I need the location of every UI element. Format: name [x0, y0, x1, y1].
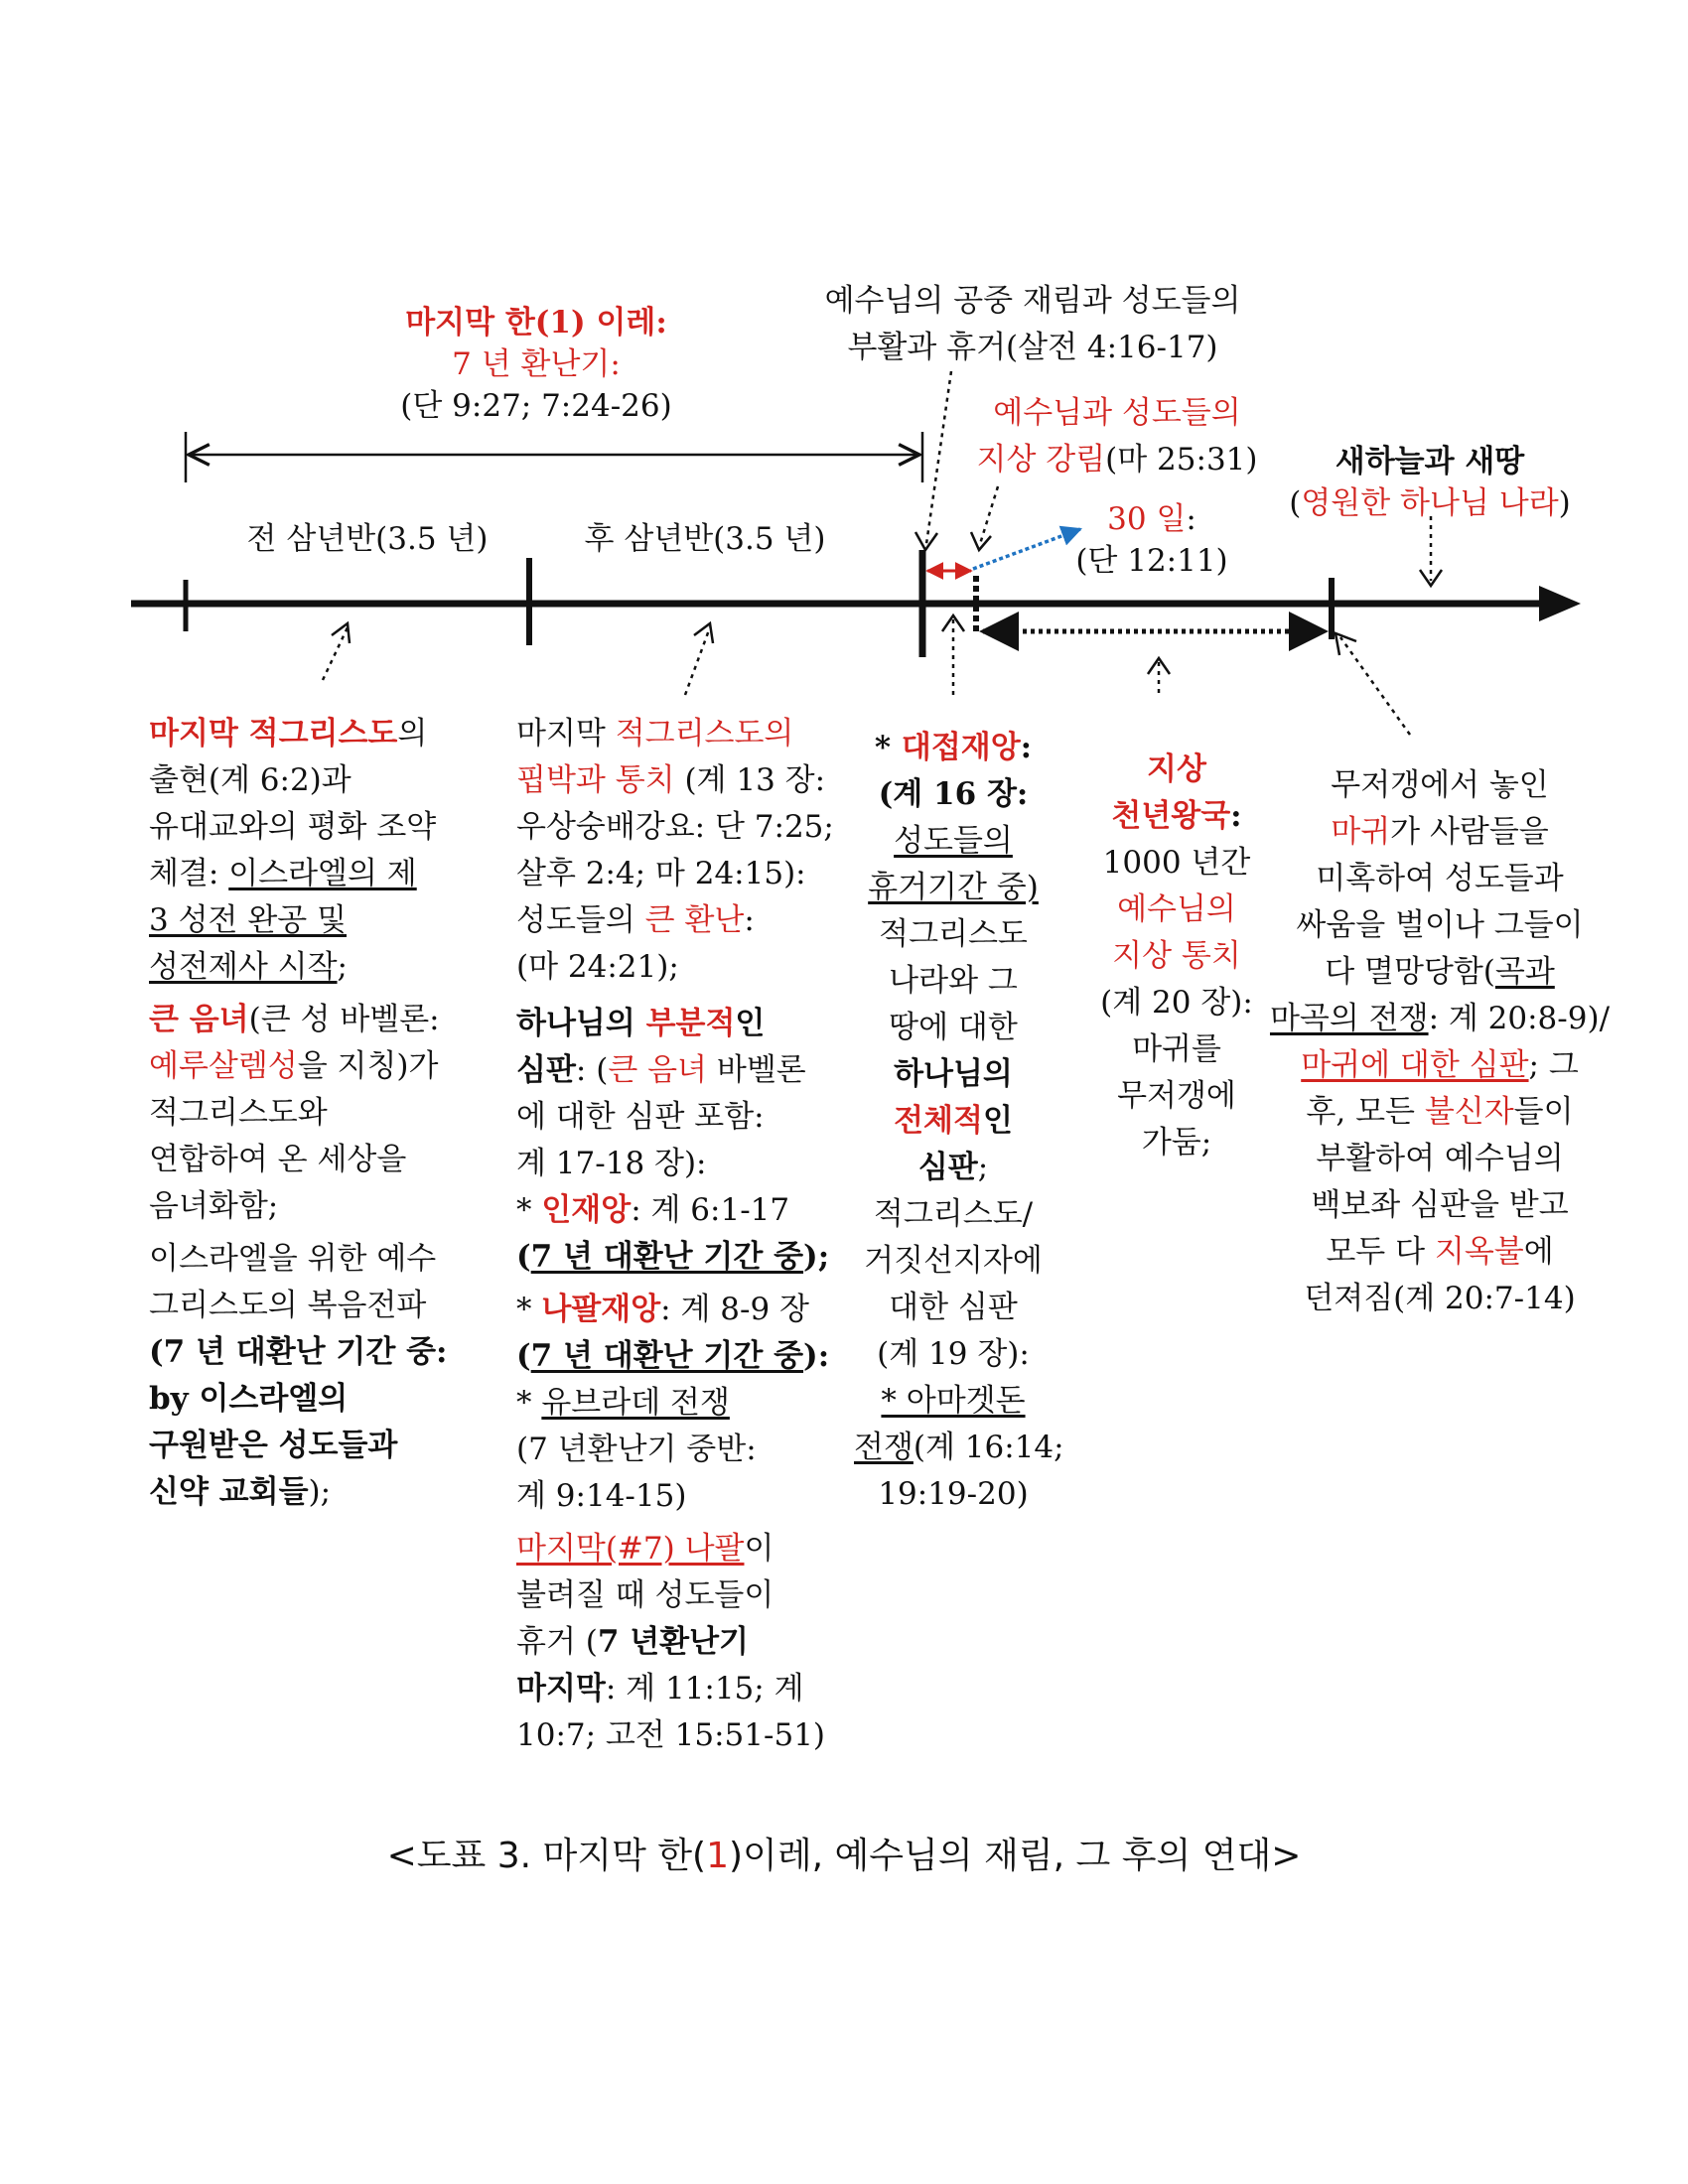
text-fragment: 전체적	[894, 1103, 983, 1139]
text-fragment: 휴거기간 중)	[868, 870, 1039, 905]
text-fragment: 미혹하여 성도들과	[1316, 861, 1564, 896]
text-fragment: 구원받은 성도들과	[149, 1428, 398, 1463]
text-fragment: 1000 년간	[1102, 845, 1251, 881]
text-fragment: 인재앙	[541, 1192, 632, 1228]
text-fragment: 19:19-20)	[878, 1476, 1029, 1512]
text-fragment: 대한 심판	[889, 1290, 1018, 1325]
text-fragment	[854, 1145, 1053, 1191]
text-fragment: 성도들의	[894, 823, 1013, 859]
text-fragment: : 계 11:15; 계	[605, 1671, 804, 1706]
text-fragment: (	[878, 776, 894, 812]
text-fragment	[516, 1187, 834, 1234]
text-fragment: (7 년 대환난 기간 중:	[149, 1334, 448, 1370]
tribulation-title: 7 년 환난기:	[452, 346, 621, 382]
text-fragment: (계 13 장:	[674, 762, 826, 798]
text-fragment: )이레, 예수님의 재림, 그 후의 연대>	[729, 1836, 1302, 1876]
text-fragment	[516, 1619, 834, 1666]
text-fragment	[149, 1043, 447, 1090]
text-fragment: ; 그	[1528, 1047, 1579, 1083]
text-fragment: 적그리스도	[879, 916, 1028, 952]
pointer-rapture	[926, 371, 951, 544]
text-fragment: 불려질 때 성도들이	[516, 1577, 774, 1613]
text-fragment: 인	[982, 1103, 1013, 1139]
text-fragment: (계 19 장):	[877, 1336, 1030, 1372]
figure-caption	[149, 1832, 1539, 1881]
text-fragment	[854, 1425, 1064, 1471]
text-fragment: 우상숭배강요: 단 7:25;	[516, 809, 834, 845]
text-fragment	[854, 1098, 1053, 1145]
text-fragment: 마귀에 대한 심판	[1301, 1047, 1529, 1083]
text-fragment: 마지막 적그리스도	[149, 716, 398, 751]
text-fragment: 1	[706, 1836, 730, 1876]
text-fragment: 나팔재앙	[541, 1292, 661, 1327]
text-fragment	[1251, 949, 1628, 996]
column-second-half	[516, 711, 834, 1759]
text-fragment: 유브라데 전쟁	[541, 1385, 730, 1421]
text-fragment: 땅에 대한	[889, 1010, 1018, 1045]
text-fragment: (큰 성 바벨론:	[248, 1002, 440, 1037]
column-first-half	[149, 711, 447, 1516]
arrowhead-second-half	[694, 623, 713, 643]
text-fragment	[516, 711, 834, 757]
text-fragment: 불신자	[1424, 1094, 1514, 1130]
text-fragment: 유대교와의 평화 조약	[149, 809, 437, 845]
text-fragment: 지옥불	[1434, 1234, 1524, 1270]
text-fragment: 에	[1523, 1234, 1554, 1270]
text-fragment: 7 년환난기	[597, 1624, 749, 1660]
text-fragment: 예루살렘성	[149, 1048, 298, 1084]
text-fragment: 마지막(#7) 나팔	[516, 1531, 745, 1567]
text-fragment	[516, 1333, 834, 1380]
text-fragment: );	[803, 1239, 830, 1275]
text-fragment: 연합하여 온 세상을	[149, 1142, 407, 1177]
text-fragment: 신약 교회들	[149, 1474, 309, 1510]
text-fragment: 7 년 대환난 기간 중	[530, 1338, 804, 1374]
text-fragment	[516, 1666, 834, 1712]
text-fragment: 들이	[1513, 1094, 1574, 1130]
text-fragment: 이스라엘을 위한 예수	[149, 1241, 437, 1277]
text-fragment: *	[516, 1192, 542, 1228]
thirty-days-ref: (단 12:11)	[1075, 543, 1228, 579]
text-fragment: 전쟁	[854, 1430, 914, 1465]
text-fragment: 3 성전 완공 및	[149, 902, 348, 938]
text-fragment: 적그리스도와	[149, 1095, 328, 1131]
pointer-gog-magog	[1340, 637, 1410, 735]
text-fragment: :	[744, 902, 755, 938]
text-fragment: 영원한 하나님 나라	[1301, 485, 1559, 521]
text-fragment: 무저갱에서 놓인	[1331, 767, 1549, 803]
text-fragment: 마곡의 전쟁	[1269, 1001, 1429, 1036]
text-fragment: 바벨론	[707, 1052, 806, 1088]
thirty-days-label: 30 일:	[1107, 501, 1196, 537]
text-fragment	[1251, 996, 1628, 1042]
text-fragment	[854, 771, 1053, 818]
text-fragment: 적그리스도/	[873, 1196, 1034, 1232]
text-fragment: 이	[744, 1531, 774, 1567]
text-fragment: 마지막	[516, 1671, 606, 1706]
text-fragment: 하나님의	[894, 1056, 1013, 1092]
pointer-first-half	[323, 627, 348, 680]
text-fragment: 가 사람들을	[1390, 814, 1549, 850]
text-fragment: 큰 음녀	[608, 1052, 708, 1088]
seventieth-week-title: 마지막 한(1) 이레:	[405, 305, 667, 341]
text-fragment: 10:7; 고전 15:51-51)	[516, 1717, 826, 1753]
text-fragment: : 계 20:8-9)/	[1428, 1001, 1611, 1036]
text-fragment	[516, 991, 834, 1001]
text-fragment: *	[516, 1385, 542, 1421]
text-fragment: (	[516, 1239, 531, 1275]
text-fragment	[149, 944, 447, 991]
tribulation-ref: (단 9:27; 7:24-26)	[400, 388, 672, 424]
text-fragment: 음녀화함;	[149, 1188, 279, 1224]
text-fragment: 휴거 (	[516, 1624, 598, 1660]
text-fragment: 계 9:14-15)	[516, 1478, 687, 1514]
timeline-arrowhead	[1539, 586, 1581, 621]
text-fragment: :	[1016, 776, 1029, 812]
text-fragment: 후, 모든	[1306, 1094, 1425, 1130]
text-fragment: );	[308, 1474, 332, 1510]
text-fragment	[1251, 1229, 1628, 1276]
text-fragment	[516, 757, 834, 804]
text-fragment: 예수님의	[1117, 891, 1236, 927]
text-fragment: 체결:	[149, 856, 229, 891]
text-fragment: ):	[803, 1338, 830, 1374]
text-fragment: 싸움을 벌이나 그들이	[1296, 907, 1584, 943]
rapture-line-1: 예수님의 공중 재림과 성도들의	[824, 283, 1241, 319]
pointer-descent	[980, 486, 998, 544]
text-fragment: *	[516, 1292, 542, 1327]
column-bowl-judgments	[854, 725, 1064, 1518]
text-fragment: 천년왕국	[1111, 798, 1231, 834]
first-half-label: 전 삼년반(3.5 년)	[246, 521, 489, 557]
text-fragment: : 계 8-9 장	[660, 1292, 809, 1327]
text-fragment	[516, 1047, 834, 1094]
pointer-second-half	[685, 627, 710, 695]
text-fragment: 큰 음녀	[149, 1002, 249, 1037]
text-fragment: : 계 6:1-17	[631, 1192, 790, 1228]
text-fragment: 다 멸망당함(	[1325, 954, 1495, 990]
text-fragment: 지상 강림	[976, 442, 1106, 478]
text-fragment	[149, 711, 447, 757]
text-fragment: 곡과	[1494, 954, 1555, 990]
descent-line-1: 예수님과 성도들의	[993, 395, 1241, 431]
text-fragment: ;	[977, 1150, 989, 1185]
text-fragment	[516, 897, 834, 944]
text-fragment: 에 대한 심판 포함:	[516, 1099, 765, 1135]
text-fragment: * 아마겟돈	[881, 1383, 1026, 1419]
text-fragment: 마귀	[1331, 814, 1391, 850]
text-fragment: 백보좌 심판을 받고	[1311, 1187, 1569, 1223]
text-fragment: ;	[337, 949, 348, 985]
new-heaven-title: 새하늘과 새땅	[1335, 444, 1525, 479]
text-fragment: : (	[575, 1052, 609, 1088]
text-fragment	[1251, 1042, 1628, 1089]
text-fragment: 하나님의	[516, 1006, 646, 1041]
text-fragment: 무저갱에	[1117, 1078, 1236, 1114]
second-half-label: 후 삼년반(3.5 년)	[584, 521, 826, 557]
text-fragment: (계 20 장):	[1100, 985, 1253, 1021]
text-fragment: 모두 다	[1326, 1234, 1435, 1270]
text-fragment: 지상	[1147, 751, 1206, 787]
text-fragment	[1082, 793, 1271, 840]
text-fragment: by 이스라엘의	[149, 1381, 349, 1417]
text-fragment: 계 17-18 장):	[516, 1146, 707, 1181]
column-gog-magog	[1251, 762, 1628, 1322]
arrowhead-first-half	[332, 623, 350, 643]
new-heaven-subtitle: (영원한 하나님 나라)	[1289, 485, 1571, 521]
text-fragment: 30 일	[1107, 501, 1187, 537]
text-fragment	[516, 1001, 834, 1047]
text-fragment: (마 25:31)	[1105, 442, 1258, 478]
text-fragment: :	[1230, 798, 1242, 834]
text-fragment: (	[516, 1338, 531, 1374]
text-fragment: 거짓선지자에	[864, 1243, 1043, 1279]
text-fragment	[516, 1234, 834, 1281]
text-fragment: 나라와 그	[889, 963, 1018, 999]
text-fragment: 큰 환난	[644, 902, 745, 938]
text-fragment: 적그리스도의	[615, 716, 794, 751]
text-fragment	[854, 725, 1053, 771]
rapture-line-2: 부활과 휴거(살전 4:16-17)	[847, 330, 1218, 365]
rapture-label	[784, 278, 1281, 371]
text-fragment: 가둠;	[1141, 1125, 1212, 1160]
text-fragment	[149, 1469, 447, 1516]
text-fragment	[516, 1380, 834, 1427]
text-fragment	[1251, 1089, 1628, 1136]
text-fragment: 대접재앙	[901, 730, 1021, 765]
text-fragment	[149, 997, 447, 1043]
text-fragment	[516, 1526, 834, 1572]
text-fragment: 던져짐(계 20:7-14)	[1304, 1281, 1576, 1316]
text-fragment: 핍박과 통치	[516, 762, 675, 798]
column-millennium	[1082, 747, 1271, 1166]
text-fragment: <도표 3. 마지막 한(	[386, 1836, 707, 1876]
text-fragment: 심판	[917, 1150, 978, 1185]
text-fragment: (계 16:14;	[913, 1430, 1064, 1465]
text-fragment: 그리스도의 복음전파	[149, 1288, 427, 1323]
text-fragment: 7 년 대환난 기간 중	[530, 1239, 804, 1275]
text-fragment: 부분적	[645, 1006, 736, 1041]
text-fragment	[1251, 809, 1628, 856]
text-fragment: 살후 2:4; 마 24:15):	[516, 856, 806, 891]
text-fragment: 출현(계 6:2)과	[149, 762, 352, 798]
text-fragment: :	[1020, 730, 1033, 765]
text-fragment: 부활하여 예수님의	[1316, 1141, 1564, 1176]
descent-line-2	[953, 437, 1281, 483]
text-fragment	[149, 851, 447, 897]
text-fragment: *	[874, 730, 902, 765]
text-fragment	[516, 1287, 834, 1333]
text-fragment: 마지막	[516, 716, 616, 751]
text-fragment: 마귀를	[1132, 1031, 1221, 1067]
text-fragment: 의	[397, 716, 428, 751]
text-fragment: 지상 통치	[1112, 938, 1241, 974]
text-fragment: 성전제사 시작	[149, 949, 338, 985]
text-fragment: (7 년환난기 중반:	[516, 1432, 757, 1467]
descent-label	[953, 390, 1281, 483]
text-fragment: 심판	[516, 1052, 576, 1088]
text-fragment: (마 24:21);	[516, 949, 679, 985]
text-fragment: 을 지칭)가	[297, 1048, 439, 1084]
text-fragment: 성도들의	[516, 902, 645, 938]
text-fragment: 계 16 장	[893, 776, 1017, 812]
text-fragment: 이스라엘의 제	[228, 856, 417, 891]
text-fragment: 인	[735, 1006, 766, 1041]
